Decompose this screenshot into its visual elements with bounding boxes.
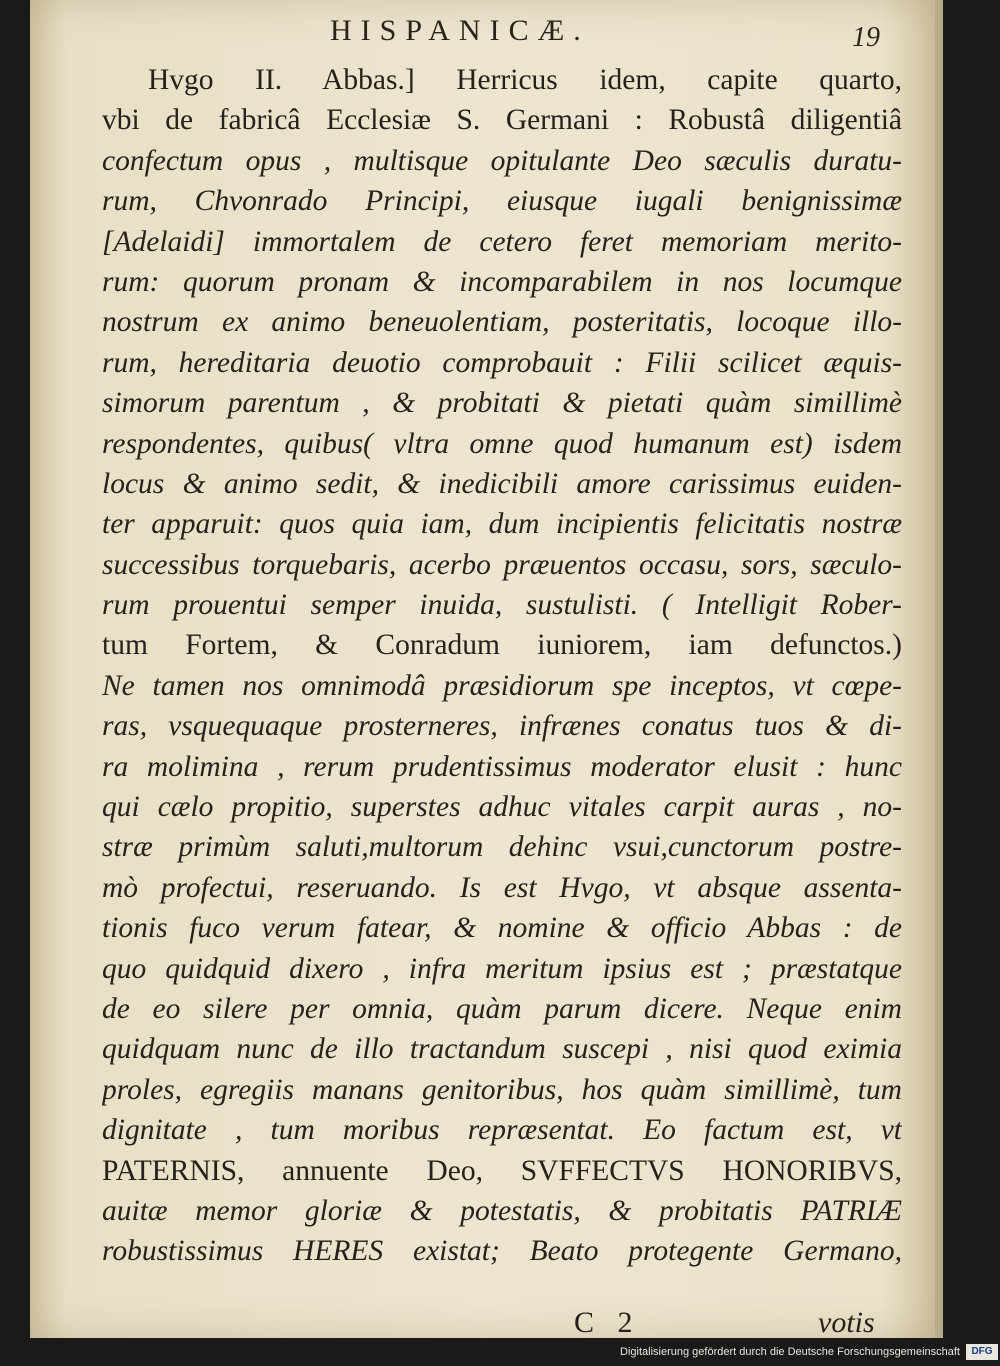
text-line: ter apparuit: quos quia iam, dum incipientis felicitatis nostræ — [102, 508, 902, 541]
body-text — [102, 60, 902, 1339]
text-line: quo quidquid dixero , infra meritum ipsius est ; præstatque — [102, 952, 902, 985]
signature-line — [102, 1306, 902, 1346]
signature-mark: C 2 — [574, 1306, 641, 1339]
running-head — [30, 4, 935, 53]
catchword: votis — [818, 1306, 875, 1339]
text-line: quidquam nunc de illo tractandum suscepi , nisi quod eximia — [102, 1033, 902, 1066]
running-head-title: HISPANICÆ. — [330, 14, 590, 47]
text-line: ra molimina , rerum prudentissimus moderator elusit : hunc — [102, 750, 902, 783]
book-page — [30, 0, 935, 1338]
text-line: mò profectui, reseruando. Is est Hvgo, vt absque assenta- — [102, 871, 902, 904]
text-line: nostrum ex animo beneuolentiam, posteritatis, locoque illo- — [102, 306, 902, 339]
text-line: rum prouentui semper inuida, sustulisti. ( Intelligit Rober- — [102, 589, 902, 622]
text-line: locus & animo sedit, & inedicibili amore carissimus euiden- — [102, 467, 902, 500]
dfg-logo: DFG — [966, 1344, 998, 1360]
text-line: auitæ memor gloriæ & potestatis, & probitatis PATRIÆ — [102, 1194, 902, 1227]
text-line: robustissimus HERES existat; Beato protegente Germano, — [102, 1235, 902, 1268]
text-line: rum, hereditaria deuotio comprobauit : Filii scilicet æquis- — [102, 346, 902, 379]
text-line: ras, vsquequaque prosterneres, infrænes conatus tuos & di- — [102, 710, 902, 743]
text-line: confectum opus , multisque opitulante Deo sæculis duratu- — [102, 144, 902, 177]
text-line: [Adelaidi] immortalem de cetero feret memoriam merito- — [102, 225, 902, 258]
digitization-credit: Digitalisierung gefördert durch die Deutsche Forschungsgemeinschaft — [620, 1346, 960, 1358]
text-line: respondentes, quibus( vltra omne quod humanum est) isdem — [102, 427, 902, 460]
text-line: rum, Chvonrado Principi, eiusque iugali benignissimæ — [102, 185, 902, 218]
text-line: tionis fuco verum fatear, & nomine & officio Abbas : de — [102, 912, 902, 945]
text-line: vbi de fabricâ Ecclesiæ S. Germani : Robustâ diligentiâ — [102, 104, 902, 137]
page-number: 19 — [852, 22, 880, 53]
text-line: proles, egregiis manans genitoribus, hos quàm simillimè, tum — [102, 1073, 902, 1106]
text-line: stræ primùm saluti,multorum dehinc vsui,cunctorum postre- — [102, 831, 902, 864]
text-line: simorum parentum , & probitati & pietati quàm simillimè — [102, 387, 902, 420]
text-line: rum: quorum pronam & incomparabilem in nos locumque — [102, 265, 902, 298]
text-line: Hvgo II. Abbas.] Herricus idem, capite quarto, — [148, 64, 902, 96]
text-line: Ne tamen nos omnimodâ præsidiorum spe inceptos, vt cœpe- — [102, 669, 902, 702]
text-line: de eo silere per omnia, quàm parum dicere. Neque enim — [102, 992, 902, 1025]
text-line: qui cælo propitio, superstes adhuc vitales carpit auras , no- — [102, 791, 902, 824]
text-line: tum Fortem, & Conradum iuniorem, iam defunctos.) — [102, 629, 902, 662]
page-edge — [935, 0, 943, 1338]
text-line: successibus torquebaris, acerbo præuentos occasu, sors, sæculo- — [102, 548, 902, 581]
text-line: PATERNIS, annuente Deo, SVFFECTVS HONORIBVS, — [102, 1154, 902, 1187]
text-line: dignitate , tum moribus repræsentat. Eo factum est, vt — [102, 1114, 902, 1147]
